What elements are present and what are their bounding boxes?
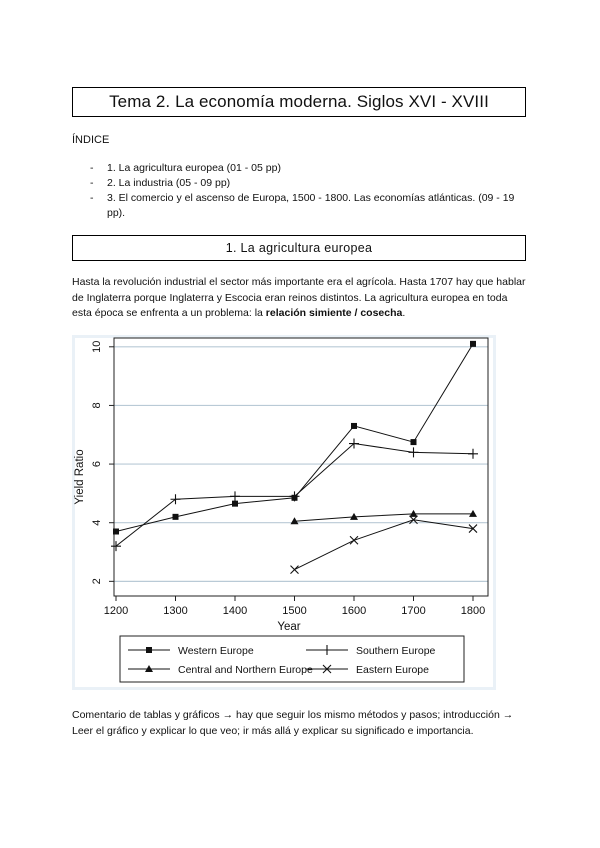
x-tick-label: 1600 xyxy=(341,605,367,617)
x-tick-label: 1300 xyxy=(163,605,188,617)
data-point xyxy=(173,514,179,520)
toc-item: - 2. La industria (05 - 09 pp) xyxy=(90,177,231,189)
comment-paragraph: Comentario de tablas y gráficos → hay que seguir los mismo métodos y pasos; introducción → Leer el gráfico y explicar lo que veo; ir más allá y explicar su significado e importancia. xyxy=(72,709,514,737)
intro-bold: relación simiente / cosecha xyxy=(265,307,403,319)
toc-item-text: 3. El comercio y el ascenso de Europa, 1500 - 1800. Las economías atlánticas. (09 - 19 pp). xyxy=(107,192,515,219)
index-heading: ÍNDICE xyxy=(72,134,110,146)
page-title xyxy=(72,87,526,117)
marker-square xyxy=(113,529,119,535)
marker-square xyxy=(470,341,476,347)
legend-marker xyxy=(146,647,152,653)
chart-svg xyxy=(72,335,496,690)
data-point xyxy=(232,501,238,507)
section-title-text: 1. La agricultura europea xyxy=(225,241,373,255)
intro-text: Hasta la revolución industrial el sector más importante era el agrícola. Hasta 1707 hay que hablar de Inglaterra porque Inglaterra y Escocia eran reinos distintos. La agricultura europea en toda esta época se enfrenta a un problema: la xyxy=(72,276,526,319)
marker-square xyxy=(173,514,179,520)
data-point xyxy=(113,529,119,535)
marker-square xyxy=(351,423,357,429)
chart-legend xyxy=(120,636,464,682)
x-tick-label: 1200 xyxy=(103,605,129,617)
legend-label: Southern Europe xyxy=(356,645,436,657)
data-point xyxy=(470,341,476,347)
y-tick-label: 8 xyxy=(91,402,103,409)
data-point xyxy=(351,423,357,429)
y-tick-label: 6 xyxy=(91,461,103,468)
legend-label: Central and Northern Europe xyxy=(178,664,313,676)
x-tick-label: 1800 xyxy=(460,605,486,617)
toc-item-text: 2. La industria (05 - 09 pp) xyxy=(107,177,231,189)
y-axis-label: Yield Ratio xyxy=(74,449,86,505)
legend-label: Eastern Europe xyxy=(356,664,429,676)
marker-square xyxy=(232,501,238,507)
y-tick-label: 10 xyxy=(91,340,103,353)
x-axis-label: Year xyxy=(277,621,301,633)
intro-paragraph xyxy=(72,275,530,322)
x-tick-label: 1400 xyxy=(222,605,248,617)
table-of-contents xyxy=(72,161,532,221)
intro-end: . xyxy=(402,307,406,319)
data-point xyxy=(411,439,417,445)
marker-square xyxy=(146,647,152,653)
x-tick-label: 1700 xyxy=(401,605,426,617)
toc-item: - 3. El comercio y el ascenso de Europa, 1500 - 1800. Las economías atlánticas. (09 - 19 pp). xyxy=(90,192,515,219)
y-tick-label: 2 xyxy=(91,578,103,585)
marker-square xyxy=(411,439,417,445)
toc-item-text: 1. La agricultura europea (01 - 05 pp) xyxy=(107,162,281,174)
page-title-text: Tema 2. La economía moderna. Siglos XVI - XVIII xyxy=(109,92,489,111)
y-tick-label: 4 xyxy=(91,519,103,526)
section-title xyxy=(72,235,526,261)
yield-ratio-chart xyxy=(72,335,496,690)
legend-label: Western Europe xyxy=(178,645,254,657)
x-tick-label: 1500 xyxy=(282,605,307,617)
toc-item: - 1. La agricultura europea (01 - 05 pp) xyxy=(90,162,281,174)
chart-plot-bg xyxy=(75,338,493,687)
